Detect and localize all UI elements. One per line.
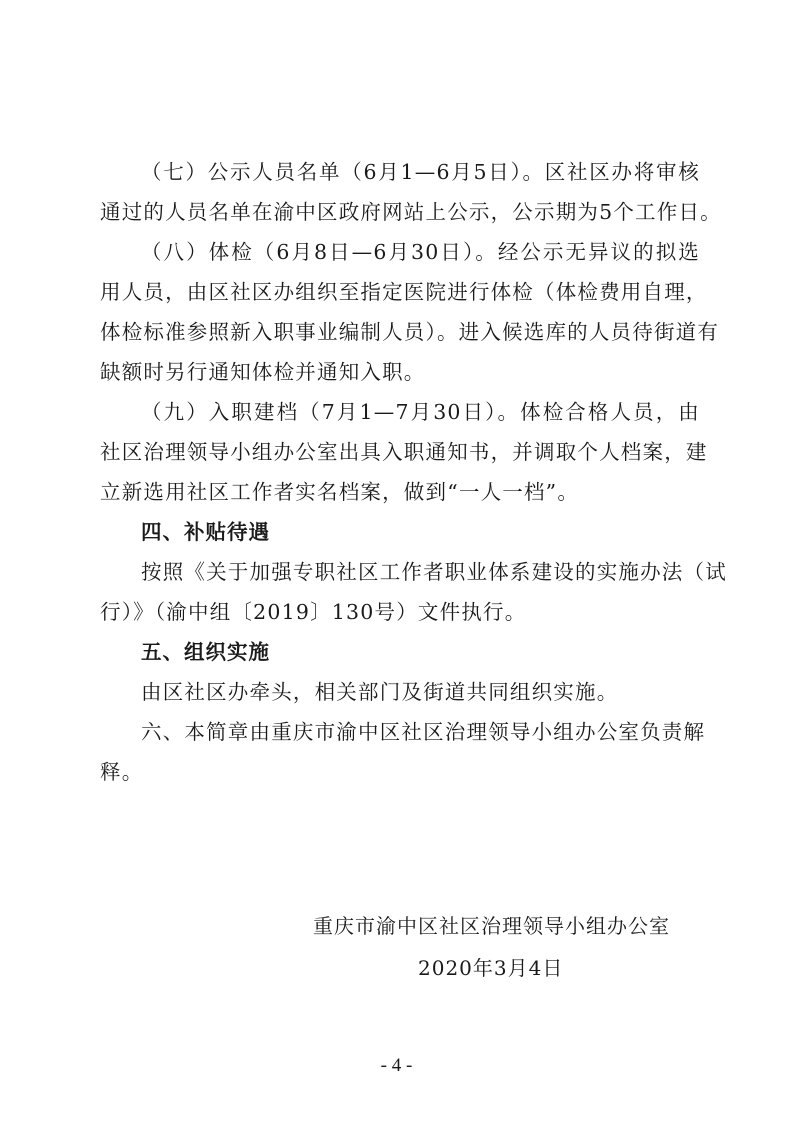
interpretation-line-1: 六、本简章由重庆市渝中区社区治理领导小组办公室负责解: [141, 720, 706, 744]
paragraph-7-line-2: 通过的人员名单在渝中区政府网站上公示，公示期为5个工作日。: [100, 200, 722, 224]
section-heading-subsidy: 四、补贴待遇: [141, 520, 270, 544]
page-number: - 4 -: [380, 1055, 413, 1076]
implementation-line: 由区社区办牵头，相关部门及街道共同组织实施。: [141, 680, 619, 704]
interpretation-line-2: 释。: [100, 760, 144, 784]
signature-organization: 重庆市渝中区社区治理领导小组办公室: [313, 914, 670, 938]
paragraph-8-line-2: 用人员，由区社区办组织至指定医院进行体检（体检费用自理，: [100, 280, 708, 304]
section-heading-implementation: 五、组织实施: [141, 640, 270, 664]
subsidy-line-1: 按照《关于加强专职社区工作者职业体系建设的实施办法（试: [141, 560, 727, 584]
paragraph-8-line-3: 体检标准参照新入职事业编制人员）。进入候选库的人员待街道有: [100, 320, 720, 344]
subsidy-line-2: 行）》（渝中组〔2019〕130号）文件执行。: [100, 600, 527, 624]
paragraph-8-line-4: 缺额时另行通知体检并通知入职。: [100, 360, 426, 384]
paragraph-9-line-3: 立新选用社区工作者实名档案，做到“一人一档”。: [100, 480, 580, 504]
paragraph-7-line-1: （七）公示人员名单（6月1—6月5日）。区社区办将审核: [141, 160, 700, 184]
paragraph-9-line-1: （九）入职建档（7月1—7月30日）。体检合格人员，由: [141, 400, 700, 424]
signature-date: 2020年3月4日: [418, 956, 564, 980]
paragraph-9-line-2: 社区治理领导小组办公室出具入职通知书，并调取个人档案，建: [100, 440, 708, 464]
paragraph-8-line-1: （八）体检（6月8日—6月30日）。经公示无异议的拟选: [141, 240, 700, 264]
